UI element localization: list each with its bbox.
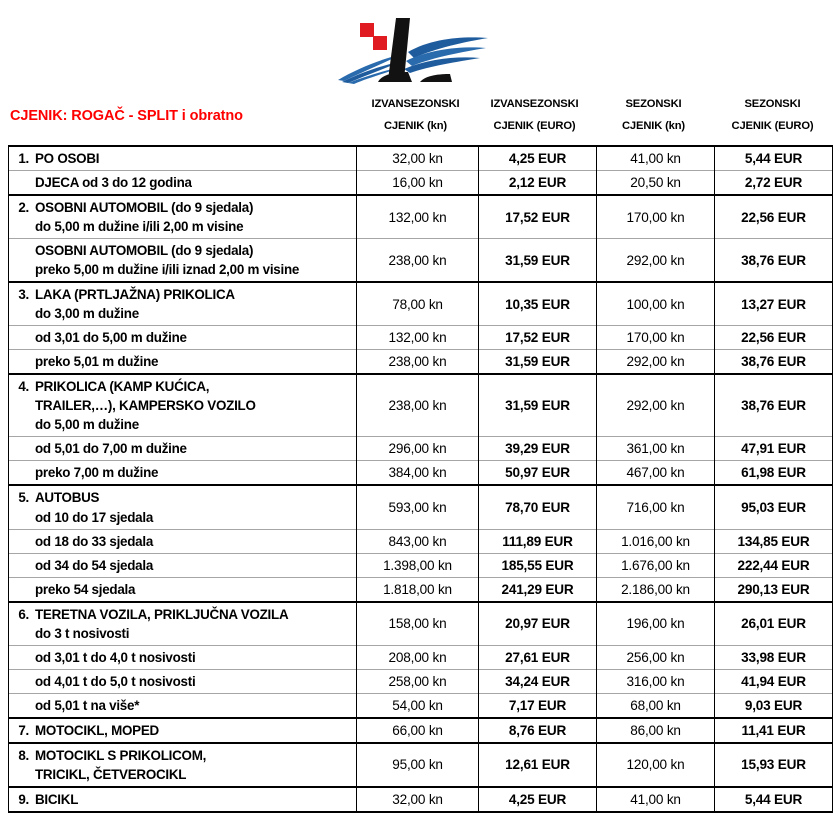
cell-offseason-kn: 208,00 kn	[357, 645, 479, 669]
cell-season-kn: 120,00 kn	[597, 743, 715, 787]
cell-offseason-euro: 78,70 EUR	[479, 485, 597, 529]
column-header-line2: CJENIK (kn)	[384, 119, 447, 132]
cell-season-kn: 100,00 kn	[597, 282, 715, 326]
column-header-line2: CJENIK (EURO)	[493, 119, 576, 132]
column-header-line2: CJENIK (EURO)	[731, 119, 814, 132]
row-label-line: MOTOCIKL S PRIKOLICOM,	[35, 747, 207, 763]
cell-offseason-kn: 384,00 kn	[357, 461, 479, 486]
cell-season-euro: 95,03 EUR	[715, 485, 833, 529]
row-label-text	[35, 439, 352, 458]
row-label-line: preko 54 sjedala	[35, 581, 136, 597]
cell-season-kn: 1.016,00 kn	[597, 529, 715, 553]
row-label-cell	[9, 282, 357, 326]
cell-season-euro: 38,76 EUR	[715, 350, 833, 375]
cell-offseason-kn: 1.398,00 kn	[357, 553, 479, 577]
cell-offseason-euro: 10,35 EUR	[479, 282, 597, 326]
row-label-text	[35, 352, 352, 371]
logo-area	[0, 0, 838, 92]
cell-season-kn: 316,00 kn	[597, 669, 715, 693]
cell-offseason-euro: 241,29 EUR	[479, 577, 597, 602]
cell-offseason-euro: 39,29 EUR	[479, 437, 597, 461]
table-row	[9, 146, 833, 171]
row-label-text	[35, 532, 352, 551]
cell-season-euro: 22,56 EUR	[715, 195, 833, 239]
column-header-line1: IZVANSEZONSKI	[490, 98, 579, 110]
table-row	[9, 693, 833, 718]
price-table	[8, 145, 833, 813]
cell-season-euro: 134,85 EUR	[715, 529, 833, 553]
cell-offseason-euro: 50,97 EUR	[479, 461, 597, 486]
table-row	[9, 529, 833, 553]
cell-offseason-kn: 54,00 kn	[357, 693, 479, 718]
row-label-line: do 3 t nosivosti	[35, 625, 130, 641]
row-label-cell	[9, 171, 357, 196]
hull-icon	[420, 74, 452, 82]
row-label-text	[35, 648, 352, 667]
row-label-line: do 5,00 m dužine i/ili 2,00 m visine	[35, 219, 244, 235]
table-row	[9, 195, 833, 239]
row-label-cell	[9, 437, 357, 461]
cell-offseason-kn: 843,00 kn	[357, 529, 479, 553]
red-square-icon	[373, 36, 387, 50]
row-label-line: TERETNA VOZILA, PRIKLJUČNA VOZILA	[35, 606, 289, 622]
row-label-text	[35, 173, 352, 192]
row-label-cell	[9, 374, 357, 437]
table-row	[9, 282, 833, 326]
cell-season-kn: 68,00 kn	[597, 693, 715, 718]
row-label-cell	[9, 350, 357, 375]
row-label-line: OSOBNI AUTOMOBIL (do 9 sjedala)	[35, 200, 254, 216]
row-label-cell	[9, 577, 357, 602]
row-label-line: od 10 do 17 sjedala	[35, 509, 154, 525]
row-label-text	[35, 285, 352, 323]
cell-season-kn: 1.676,00 kn	[597, 553, 715, 577]
row-label-text	[35, 696, 352, 715]
row-label-cell	[9, 461, 357, 486]
column-header-season-euro	[713, 94, 832, 144]
red-square-icon	[360, 23, 374, 37]
row-label-cell	[9, 645, 357, 669]
table-row	[9, 239, 833, 283]
cell-offseason-euro: 17,52 EUR	[479, 326, 597, 350]
row-label-cell	[9, 239, 357, 283]
row-label-line: BICIKL	[35, 791, 79, 807]
row-label-line: preko 7,00 m dužine	[35, 465, 159, 481]
row-label-cell	[9, 743, 357, 787]
row-number: 2.	[18, 200, 29, 216]
table-row	[9, 326, 833, 350]
row-label-text	[35, 149, 352, 168]
cell-season-kn: 2.186,00 kn	[597, 577, 715, 602]
cell-season-euro: 15,93 EUR	[715, 743, 833, 787]
row-label-line: od 4,01 t do 5,0 t nosivosti	[35, 673, 196, 689]
cell-offseason-kn: 238,00 kn	[357, 239, 479, 283]
cell-season-euro: 22,56 EUR	[715, 326, 833, 350]
row-label-line: od 18 do 33 sjedala	[35, 533, 154, 549]
cell-season-euro: 5,44 EUR	[715, 146, 833, 171]
row-label-line: do 3,00 m dužine	[35, 306, 139, 322]
row-label-cell	[9, 529, 357, 553]
cell-season-kn: 292,00 kn	[597, 350, 715, 375]
jadrolinija-logo	[336, 8, 496, 86]
cell-season-kn: 467,00 kn	[597, 461, 715, 486]
table-row	[9, 485, 833, 529]
column-header-line2: CJENIK (kn)	[622, 119, 685, 132]
column-header-line1: IZVANSEZONSKI	[371, 98, 460, 110]
row-label-line: do 5,00 m dužine	[35, 417, 139, 433]
cell-offseason-kn: 32,00 kn	[357, 787, 479, 812]
cell-season-euro: 33,98 EUR	[715, 645, 833, 669]
row-label-text	[35, 198, 352, 236]
cell-offseason-kn: 132,00 kn	[357, 326, 479, 350]
row-number: 7.	[18, 722, 29, 738]
cell-offseason-kn: 158,00 kn	[357, 602, 479, 646]
cell-offseason-kn: 16,00 kn	[357, 171, 479, 196]
row-label-text	[35, 746, 352, 784]
row-label-line: PRIKOLICA (KAMP KUĆICA,	[35, 379, 210, 395]
row-label-line: od 5,01 do 7,00 m dužine	[35, 441, 187, 457]
row-label-cell	[9, 146, 357, 171]
row-number: 4.	[18, 379, 29, 395]
cell-offseason-kn: 66,00 kn	[357, 718, 479, 743]
jadrolinija-logo-svg	[336, 8, 496, 86]
row-label-line: od 3,01 t do 4,0 t nosivosti	[35, 649, 196, 665]
row-label-line: preko 5,01 m dužine	[35, 354, 159, 370]
cell-season-kn: 716,00 kn	[597, 485, 715, 529]
row-label-cell	[9, 693, 357, 718]
row-label-line: OSOBNI AUTOMOBIL (do 9 sjedala)	[35, 243, 254, 259]
row-label-text	[35, 328, 352, 347]
cell-offseason-kn: 32,00 kn	[357, 146, 479, 171]
row-number: 9.	[18, 791, 29, 807]
row-number: 3.	[18, 287, 29, 303]
row-label-cell	[9, 553, 357, 577]
table-row	[9, 743, 833, 787]
row-label-text	[35, 377, 352, 434]
row-label-cell	[9, 326, 357, 350]
column-header-season-kn	[594, 94, 713, 144]
cell-offseason-euro: 4,25 EUR	[479, 787, 597, 812]
cell-offseason-euro: 4,25 EUR	[479, 146, 597, 171]
cell-season-kn: 86,00 kn	[597, 718, 715, 743]
cell-offseason-kn: 78,00 kn	[357, 282, 479, 326]
cell-offseason-euro: 27,61 EUR	[479, 645, 597, 669]
cell-offseason-euro: 7,17 EUR	[479, 693, 597, 718]
cell-offseason-euro: 31,59 EUR	[479, 374, 597, 437]
cell-offseason-kn: 296,00 kn	[357, 437, 479, 461]
row-label-line: LAKA (PRTLJAŽNA) PRIKOLICA	[35, 287, 235, 303]
cell-offseason-euro: 111,89 EUR	[479, 529, 597, 553]
cell-season-euro: 11,41 EUR	[715, 718, 833, 743]
row-label-text	[35, 580, 352, 599]
cell-offseason-euro: 17,52 EUR	[479, 195, 597, 239]
cell-season-kn: 292,00 kn	[597, 374, 715, 437]
row-label-line: TRAILER,…), KAMPERSKO VOZILO	[35, 398, 256, 414]
cut-off-footer-row	[8, 823, 832, 829]
row-label-cell	[9, 787, 357, 812]
row-label-cell	[9, 485, 357, 529]
cell-offseason-euro: 12,61 EUR	[479, 743, 597, 787]
table-row	[9, 374, 833, 437]
table-row	[9, 461, 833, 486]
row-label-line: preko 5,00 m dužine i/ili iznad 2,00 m visine	[35, 262, 300, 278]
table-row	[9, 645, 833, 669]
table-row	[9, 787, 833, 812]
row-label-line: od 3,01 do 5,00 m dužine	[35, 330, 187, 346]
row-label-line: DJECA od 3 do 12 godina	[35, 175, 192, 191]
cell-season-euro: 47,91 EUR	[715, 437, 833, 461]
row-label-text	[35, 672, 352, 691]
row-label-text	[35, 463, 352, 482]
row-label-line: TRICIKL, ČETVEROCIKL	[35, 766, 187, 782]
cell-offseason-kn: 95,00 kn	[357, 743, 479, 787]
row-label-text	[35, 556, 352, 575]
cell-season-euro: 222,44 EUR	[715, 553, 833, 577]
cell-offseason-kn: 258,00 kn	[357, 669, 479, 693]
table-row	[9, 577, 833, 602]
cell-offseason-euro: 2,12 EUR	[479, 171, 597, 196]
row-label-text	[35, 721, 352, 740]
row-label-cell	[9, 669, 357, 693]
row-label-cell	[9, 195, 357, 239]
cell-offseason-kn: 132,00 kn	[357, 195, 479, 239]
row-number: 8.	[18, 747, 29, 763]
cell-season-kn: 292,00 kn	[597, 239, 715, 283]
page-title: CJENIK: ROGAČ - SPLIT i obratno	[10, 108, 243, 124]
cell-offseason-euro: 31,59 EUR	[479, 239, 597, 283]
row-label-text	[35, 605, 352, 643]
table-row	[9, 602, 833, 646]
table-column-headers	[356, 94, 832, 144]
row-label-cell	[9, 718, 357, 743]
cell-offseason-euro: 20,97 EUR	[479, 602, 597, 646]
column-header-offseason-kn	[356, 94, 475, 144]
table-row	[9, 171, 833, 196]
cell-offseason-euro: 34,24 EUR	[479, 669, 597, 693]
table-row	[9, 669, 833, 693]
row-label-line: PO OSOBI	[35, 151, 100, 166]
table-row	[9, 553, 833, 577]
row-label-cell	[9, 602, 357, 646]
cell-season-kn: 170,00 kn	[597, 195, 715, 239]
row-number: 1.	[18, 151, 29, 166]
cell-offseason-euro: 31,59 EUR	[479, 350, 597, 375]
row-number: 6.	[18, 606, 29, 622]
cell-offseason-euro: 8,76 EUR	[479, 718, 597, 743]
cut-off-label	[8, 823, 356, 829]
cell-season-euro: 13,27 EUR	[715, 282, 833, 326]
row-label-text	[35, 790, 352, 809]
row-number: 5.	[18, 490, 29, 506]
cell-season-euro: 61,98 EUR	[715, 461, 833, 486]
cell-offseason-euro: 185,55 EUR	[479, 553, 597, 577]
cell-offseason-kn: 593,00 kn	[357, 485, 479, 529]
cell-season-euro: 9,03 EUR	[715, 693, 833, 718]
table-row	[9, 718, 833, 743]
cell-season-euro: 38,76 EUR	[715, 374, 833, 437]
cell-season-euro: 26,01 EUR	[715, 602, 833, 646]
cell-season-kn: 20,50 kn	[597, 171, 715, 196]
cell-season-euro: 2,72 EUR	[715, 171, 833, 196]
cell-season-kn: 170,00 kn	[597, 326, 715, 350]
column-header-line1: SEZONSKI	[625, 98, 682, 110]
row-label-text	[35, 241, 352, 279]
cell-season-kn: 256,00 kn	[597, 645, 715, 669]
row-label-line: MOTOCIKL, MOPED	[35, 722, 159, 738]
cell-offseason-kn: 238,00 kn	[357, 374, 479, 437]
price-table-body	[9, 146, 833, 812]
cell-offseason-kn: 1.818,00 kn	[357, 577, 479, 602]
cell-offseason-kn: 238,00 kn	[357, 350, 479, 375]
row-label-line: od 5,01 t na više*	[35, 697, 140, 713]
row-label-line: od 34 do 54 sjedala	[35, 557, 154, 573]
column-header-offseason-euro	[475, 94, 594, 144]
cell-season-kn: 41,00 kn	[597, 787, 715, 812]
column-header-line1: SEZONSKI	[744, 98, 801, 110]
row-label-line: AUTOBUS	[35, 490, 100, 506]
cell-season-euro: 290,13 EUR	[715, 577, 833, 602]
cell-season-kn: 41,00 kn	[597, 146, 715, 171]
cell-season-kn: 361,00 kn	[597, 437, 715, 461]
cell-season-euro: 38,76 EUR	[715, 239, 833, 283]
table-row	[9, 437, 833, 461]
cell-season-kn: 196,00 kn	[597, 602, 715, 646]
table-row	[9, 350, 833, 375]
cell-season-euro: 41,94 EUR	[715, 669, 833, 693]
cell-season-euro: 5,44 EUR	[715, 787, 833, 812]
row-label-text	[35, 488, 352, 526]
